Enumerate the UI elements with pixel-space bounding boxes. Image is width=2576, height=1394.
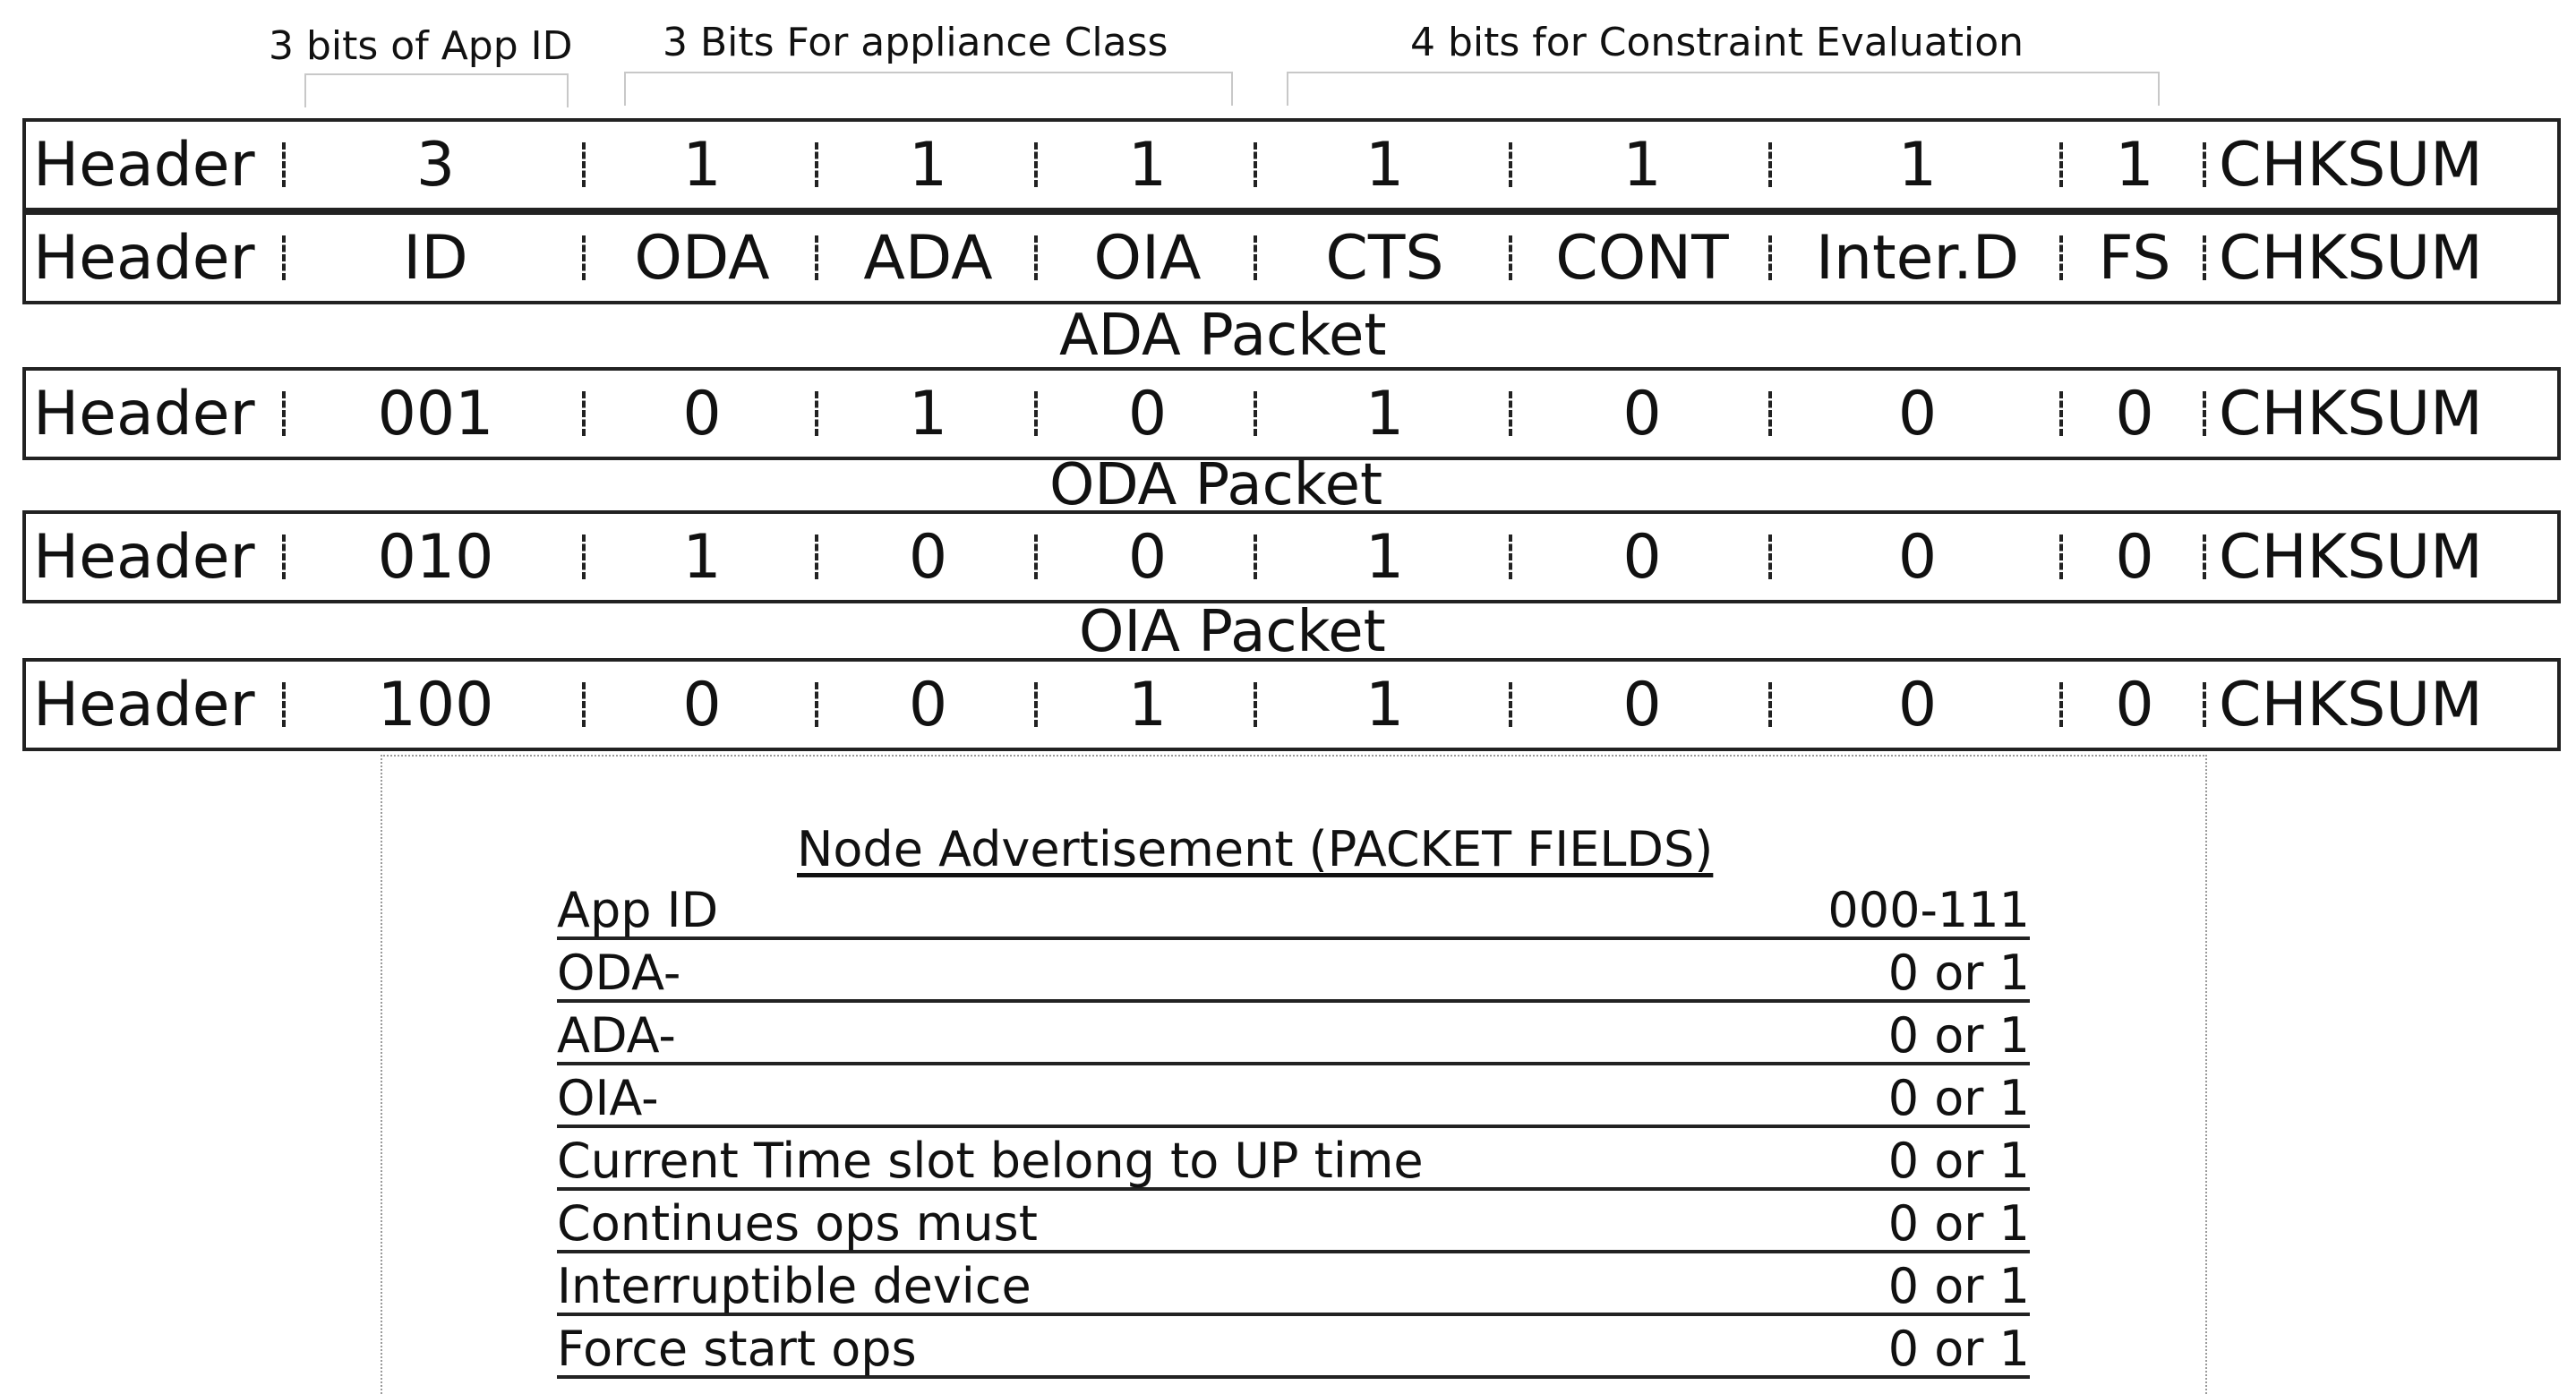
oda-packet-row xyxy=(22,510,2561,603)
legend-field: Force start ops xyxy=(557,1321,917,1377)
legend-value: 0 or 1 xyxy=(1887,1258,2030,1314)
oda-packet-title: ODA Packet xyxy=(1049,452,1383,518)
oia-packet-row xyxy=(22,658,2561,751)
oia-packet-title: OIA Packet xyxy=(1079,599,1386,665)
oia-cell: 1 xyxy=(1038,122,1257,208)
bit-width-row xyxy=(22,118,2561,211)
ada-cell: 1 xyxy=(818,122,1038,208)
fs-cell: 0 xyxy=(2063,514,2206,600)
fs-cell: 0 xyxy=(2063,662,2206,748)
inter-d-cell: 1 xyxy=(1772,122,2063,208)
app-id-bits-label: 3 bits of App ID xyxy=(269,23,573,69)
fs-cell: FS xyxy=(2063,215,2206,301)
cts-cell: 1 xyxy=(1257,514,1512,600)
header-cell: Header xyxy=(26,514,286,600)
header-cell: Header xyxy=(26,122,286,208)
legend-field: ADA- xyxy=(557,1007,676,1064)
legend-field: Continues ops must xyxy=(557,1195,1038,1252)
ada-cell: ADA xyxy=(818,215,1038,301)
inter-d-cell: 0 xyxy=(1772,514,2063,600)
field-name-row xyxy=(22,211,2561,304)
constraint-eval-bracket xyxy=(1287,72,2160,106)
cts-cell: 1 xyxy=(1257,371,1512,457)
oia-cell: OIA xyxy=(1038,215,1257,301)
legend-value: 0 or 1 xyxy=(1887,1133,2030,1189)
ada-cell: 1 xyxy=(818,371,1038,457)
id-cell: ID xyxy=(286,215,586,301)
cont-cell: 0 xyxy=(1512,514,1772,600)
oda-cell: 0 xyxy=(586,662,818,748)
constraint-eval-bits-label: 4 bits for Constraint Evaluation xyxy=(1410,20,2024,65)
legend-field: App ID xyxy=(557,882,719,938)
legend-value: 0 or 1 xyxy=(1887,1321,2030,1377)
cts-cell: CTS xyxy=(1257,215,1512,301)
inter-d-cell: Inter.D xyxy=(1772,215,2063,301)
legend-row-fs xyxy=(557,1321,2030,1379)
chksum-cell: CHKSUM xyxy=(2219,378,2483,449)
inter-d-cell: 0 xyxy=(1772,662,2063,748)
cts-cell: 1 xyxy=(1257,662,1512,748)
cont-cell: 0 xyxy=(1512,662,1772,748)
cts-cell: 1 xyxy=(1257,122,1512,208)
cont-cell: 0 xyxy=(1512,371,1772,457)
legend-field: Interruptible device xyxy=(557,1258,1031,1314)
header-cell: Header xyxy=(26,371,286,457)
chksum-cell: CHKSUM xyxy=(2219,129,2483,201)
legend-field: OIA- xyxy=(557,1070,659,1126)
legend-value: 0 or 1 xyxy=(1887,945,2030,1001)
legend-value: 0 or 1 xyxy=(1887,1070,2030,1126)
chksum-cell: CHKSUM xyxy=(2219,521,2483,593)
appliance-class-bracket xyxy=(624,72,1233,106)
legend-title: Node Advertisement (PACKET FIELDS) xyxy=(797,821,1714,877)
id-cell: 100 xyxy=(286,662,586,748)
header-cell: Header xyxy=(26,215,286,301)
legend-row-ada xyxy=(557,1007,2030,1065)
oda-cell: 1 xyxy=(586,122,818,208)
ada-cell: 0 xyxy=(818,514,1038,600)
cont-cell: 1 xyxy=(1512,122,1772,208)
legend-row-app-id xyxy=(557,882,2030,940)
id-cell: 010 xyxy=(286,514,586,600)
ada-packet-title: ADA Packet xyxy=(1059,303,1387,369)
ada-cell: 0 xyxy=(818,662,1038,748)
oia-cell: 0 xyxy=(1038,514,1257,600)
legend-row-oda xyxy=(557,945,2030,1003)
legend-row-inter-d xyxy=(557,1258,2030,1316)
legend-field: Current Time slot belong to UP time xyxy=(557,1133,1424,1189)
legend-row-cts xyxy=(557,1133,2030,1191)
chksum-cell: CHKSUM xyxy=(2219,222,2483,294)
chksum-cell: CHKSUM xyxy=(2219,669,2483,740)
legend-row-oia xyxy=(557,1070,2030,1128)
legend-value: 0 or 1 xyxy=(1887,1007,2030,1064)
ada-packet-row xyxy=(22,367,2561,460)
oda-cell: 1 xyxy=(586,514,818,600)
oia-cell: 0 xyxy=(1038,371,1257,457)
oda-cell: ODA xyxy=(586,215,818,301)
legend-row-cont xyxy=(557,1195,2030,1253)
inter-d-cell: 0 xyxy=(1772,371,2063,457)
id-cell: 3 xyxy=(286,122,586,208)
oia-cell: 1 xyxy=(1038,662,1257,748)
fs-cell: 0 xyxy=(2063,371,2206,457)
id-cell: 001 xyxy=(286,371,586,457)
appliance-class-bits-label: 3 Bits For appliance Class xyxy=(663,20,1168,65)
oda-cell: 0 xyxy=(586,371,818,457)
header-cell: Header xyxy=(26,662,286,748)
cont-cell: CONT xyxy=(1512,215,1772,301)
app-id-bracket xyxy=(304,73,569,107)
legend-value: 000-111 xyxy=(1827,882,2030,938)
fs-cell: 1 xyxy=(2063,122,2206,208)
legend-value: 0 or 1 xyxy=(1887,1195,2030,1252)
legend-field: ODA- xyxy=(557,945,681,1001)
